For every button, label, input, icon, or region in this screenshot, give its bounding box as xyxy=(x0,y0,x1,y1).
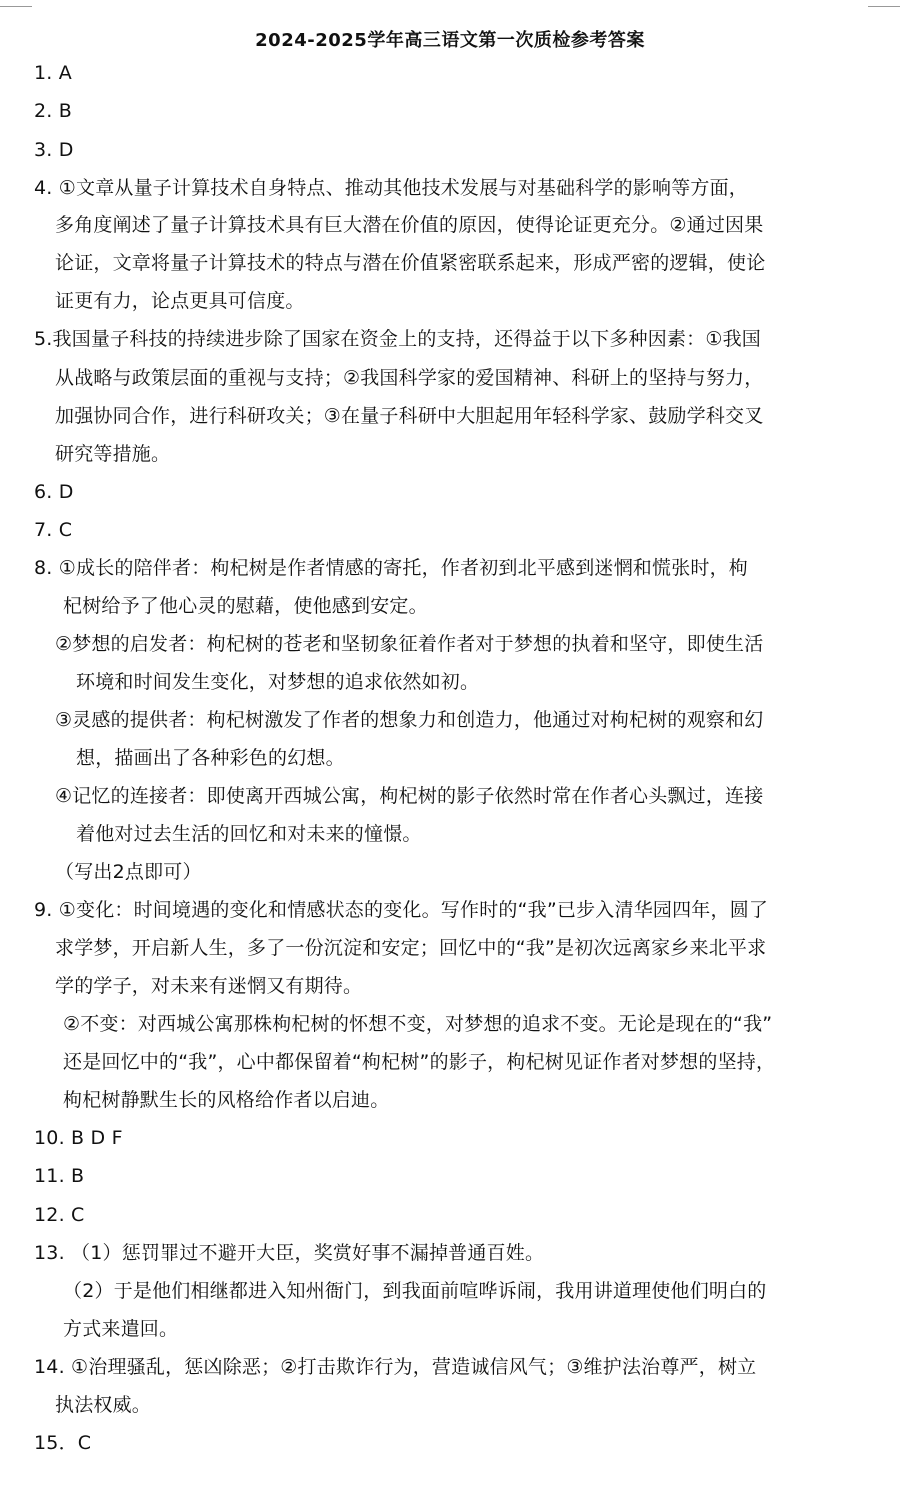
answer-note: （写出2点即可） xyxy=(55,861,202,883)
page-title: 2024-2025学年高三语文第一次质检参考答案 xyxy=(255,30,645,51)
answer-line: 9. ①变化：时间境遇的变化和情感状态的变化。写作时的“我”已步入清华园四年，圆了 xyxy=(34,899,769,921)
answer-line: 着他对过去生活的回忆和对未来的憧憬。 xyxy=(76,823,422,845)
scan-edge-mark xyxy=(868,6,900,7)
answer-line: 研究等措施。 xyxy=(55,443,171,465)
answer-line: ④记忆的连接者：即使离开西城公寓，枸杞树的影子依然时常在作者心头飘过，连接 xyxy=(55,785,764,807)
answer-line: 方式来遣回。 xyxy=(63,1318,179,1340)
answer-line: 10. B D F xyxy=(34,1127,123,1149)
answer-line: 6. D xyxy=(34,481,74,503)
answer-line: 学的学子，对未来有迷惘又有期待。 xyxy=(55,975,363,997)
answer-line: 3. D xyxy=(34,139,74,161)
answer-line: ②不变：对西城公寓那株枸杞树的怀想不变，对梦想的追求不变。无论是现在的“我” xyxy=(63,1013,773,1035)
answer-line: 枸杞树静默生长的风格给作者以启迪。 xyxy=(63,1089,390,1111)
answer-line: 1. A xyxy=(34,62,72,84)
answer-line: 多角度阐述了量子计算技术具有巨大潜在价值的原因，使得论证更充分。②通过因果 xyxy=(55,214,764,236)
answer-line: （2）于是他们相继都进入知州衙门，到我面前喧哗诉闹，我用讲道理使他们明白的 xyxy=(63,1280,767,1302)
answer-line: 8. ①成长的陪伴者：枸杞树是作者情感的寄托，作者初到北平感到迷惘和慌张时，枸 xyxy=(34,557,749,579)
scan-edge-mark xyxy=(0,6,32,7)
answer-line: 7. C xyxy=(34,519,73,541)
answer-line: 求学梦，开启新人生，多了一份沉淀和安定；回忆中的“我”是初次远离家乡来北平求 xyxy=(55,937,767,959)
answer-line: 15．C xyxy=(34,1432,92,1454)
answer-line: 想，描画出了各种彩色的幻想。 xyxy=(76,747,345,769)
answer-line: 12. C xyxy=(34,1204,85,1226)
answer-line: 加强协同合作，进行科研攻关；③在量子科研中大胆起用年轻科学家、鼓励学科交叉 xyxy=(55,405,764,427)
answer-line: 论证，文章将量子计算技术的特点与潜在价值紧密联系起来，形成严密的逻辑，使论 xyxy=(55,252,766,274)
answer-line: ②梦想的启发者：枸杞树的苍老和坚韧象征着作者对于梦想的执着和坚守，即使生活 xyxy=(55,633,764,655)
answer-line: 5.我国量子科技的持续进步除了国家在资金上的支持，还得益于以下多种因素：①我国 xyxy=(34,328,761,350)
answer-line: 杞树给予了他心灵的慰藉，使他感到安定。 xyxy=(63,595,428,617)
answer-line: 从战略与政策层面的重视与支持；②我国科学家的爱国精神、科研上的坚持与努力， xyxy=(55,367,764,389)
answer-line: 证更有力，论点更具可信度。 xyxy=(55,290,305,312)
answer-line: 2. B xyxy=(34,100,73,122)
answer-line: 环境和时间发生变化，对梦想的追求依然如初。 xyxy=(76,671,480,693)
answer-line: 执法权威。 xyxy=(55,1394,152,1416)
answer-line: 4. ①文章从量子计算技术自身特点、推动其他技术发展与对基础科学的影响等方面， xyxy=(34,177,749,199)
answer-line: 11. B xyxy=(34,1165,85,1187)
answer-line: 13. （1）惩罚罪过不避开大臣，奖赏好事不漏掉普通百姓。 xyxy=(34,1242,545,1264)
answer-line: ③灵感的提供者：枸杞树激发了作者的想象力和创造力，他通过对枸杞树的观察和幻 xyxy=(55,709,764,731)
answer-line: 14. ①治理骚乱，惩凶除恶；②打击欺诈行为，营造诚信风气；③维护法治尊严，树立 xyxy=(34,1356,757,1378)
answer-line: 还是回忆中的“我”，心中都保留着“枸杞树”的影子，枸杞树见证作者对梦想的坚持， xyxy=(63,1051,776,1073)
